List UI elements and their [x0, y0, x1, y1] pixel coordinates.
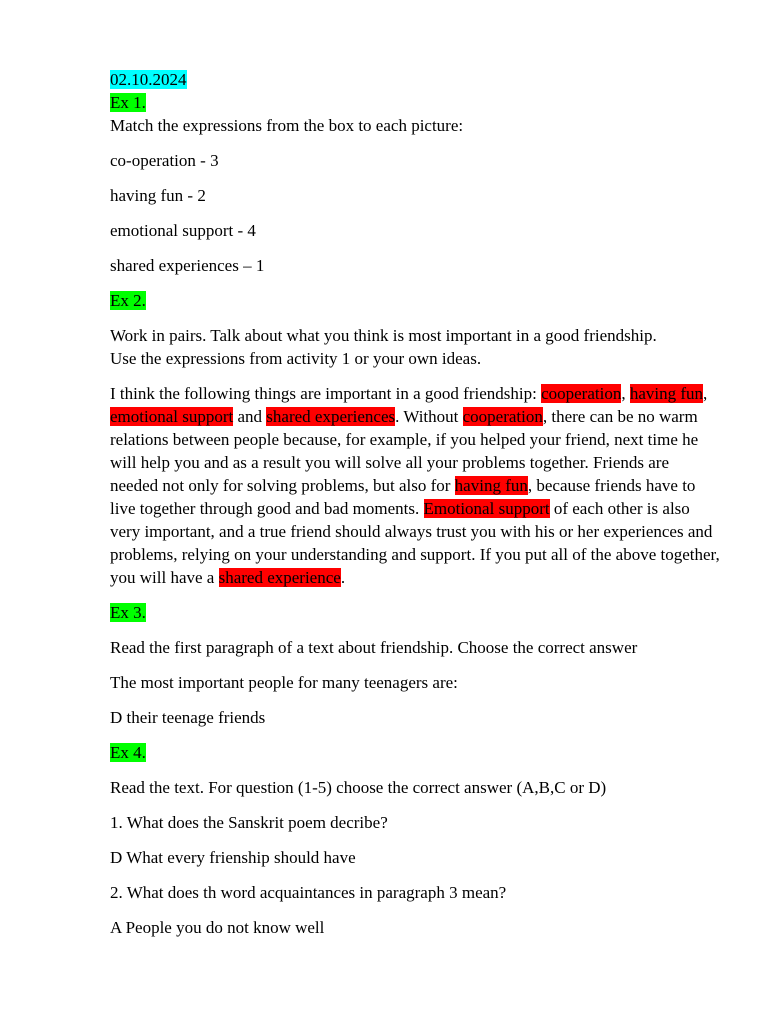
date-line: [110, 68, 720, 91]
date-text: 02.10.2024: [110, 70, 187, 89]
ex2-instruction-line2: Use the expressions from activity 1 or your own ideas.: [110, 349, 482, 368]
ex3-label-line: [110, 601, 720, 624]
ex3-label: Ex 3.: [110, 603, 146, 622]
highlight-having-fun: having fun: [629, 384, 704, 403]
ex1-instruction: Match the expressions from the box to each picture:: [110, 116, 464, 135]
document-page: [110, 68, 720, 951]
ex2-answer-paragraph: [110, 382, 720, 589]
ex1-answer-1: co-operation - 3: [110, 151, 219, 170]
ex4-answer-2: A People you do not know well: [110, 918, 325, 937]
ex2-instruction-line1: Work in pairs. Talk about what you think is most important in a good friendship.: [110, 326, 657, 345]
text-segment: . Without: [395, 407, 463, 426]
text-segment: ,: [703, 384, 708, 403]
highlight-shared-experiences: shared experiences: [266, 407, 396, 426]
text-segment: I think the following things are important in a good friendship:: [110, 384, 542, 403]
ex1-label: Ex 1.: [110, 93, 146, 112]
highlight-having-fun-2: having fun: [454, 476, 528, 495]
ex3-question: The most important people for many teenagers are:: [110, 673, 458, 692]
text-segment: ,: [621, 384, 630, 403]
ex1-label-line: [110, 91, 720, 114]
ex3-instruction: Read the first paragraph of a text about friendship. Choose the correct answer: [110, 638, 638, 657]
ex4-label-line: [110, 741, 720, 764]
text-segment: , there can be no warm relations between people because, for example, if you helped your friend, next time he will help you and as a result you will solve all your problems together. Friends are needed not only for solving problems, but also for: [110, 407, 699, 495]
highlight-shared-experience: shared experience: [218, 568, 341, 587]
ex4-question-2: 2. What does th word acquaintances in paragraph 3 mean?: [110, 883, 507, 902]
ex1-answer-4: shared experiences – 1: [110, 256, 265, 275]
text-segment: of each other is also very important, and a true friend should always trust you with his or her experiences and problems, relying on your understanding and support. If you put all of the above together, you will have a: [110, 499, 720, 587]
text-segment: , because friends have to live together through good and bad moments.: [110, 476, 696, 518]
highlight-cooperation: cooperation: [541, 384, 622, 403]
ex4-answer-1: D What every frienship should have: [110, 848, 356, 867]
ex1-answer-2: having fun - 2: [110, 186, 206, 205]
ex4-label: Ex 4.: [110, 743, 146, 762]
ex2-instruction: [110, 324, 720, 370]
ex2-label-line: [110, 289, 720, 312]
ex1-answer-3: emotional support - 4: [110, 221, 256, 240]
ex3-answer: D their teenage friends: [110, 708, 266, 727]
highlight-emotional-support: emotional support: [110, 407, 234, 426]
ex2-label: Ex 2.: [110, 291, 146, 310]
ex4-instruction: Read the text. For question (1-5) choose the correct answer (A,B,C or D): [110, 778, 607, 797]
text-segment: and: [233, 407, 267, 426]
text-segment: .: [340, 568, 346, 587]
highlight-emotional-support-2: Emotional support: [423, 499, 550, 518]
ex4-question-1: 1. What does the Sanskrit poem decribe?: [110, 813, 388, 832]
highlight-cooperation-2: cooperation: [462, 407, 543, 426]
